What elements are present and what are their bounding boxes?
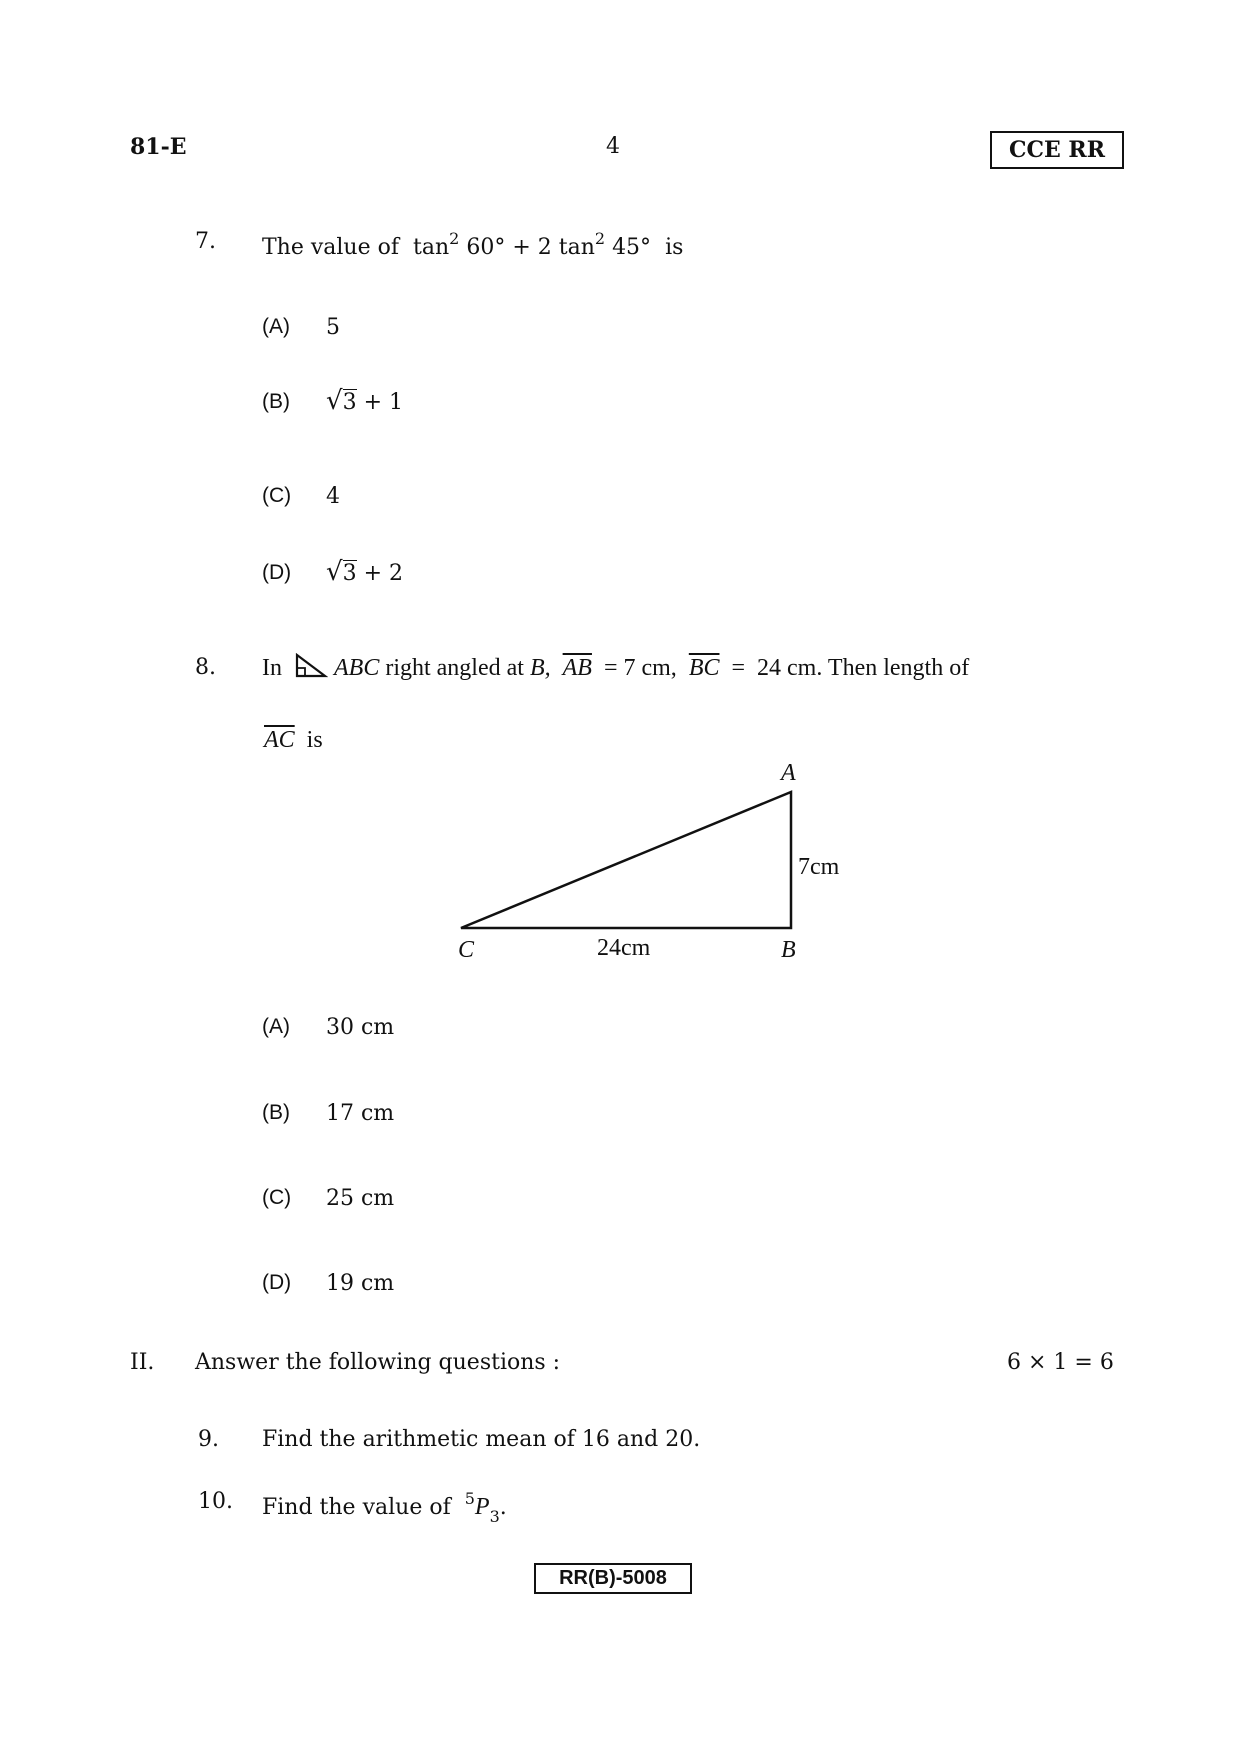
page-number: 4	[606, 134, 620, 159]
section-numeral: II.	[130, 1350, 155, 1375]
right-triangle-icon	[294, 653, 328, 679]
side-ab-label: 7cm	[798, 854, 840, 880]
section-heading: Answer the following questions :	[195, 1350, 561, 1375]
q7-text: The value of $\tan^2 60^\circ + 2$ $\tan^2 45^\circ$ is	[262, 229, 684, 260]
vertex-b-label: B	[781, 937, 796, 963]
q9-number: 9.	[198, 1427, 219, 1452]
q7-option-d-label: (D)	[262, 561, 292, 584]
q8-option-b-value: 17 cm	[326, 1101, 395, 1126]
sqrt-symbol: √	[326, 386, 343, 416]
sqrt-symbol: √	[326, 557, 343, 587]
q8-text-line2: $\overline{AC}$ is	[264, 727, 323, 753]
footer-code: RR(B)-5008	[534, 1563, 692, 1594]
q8-number: 8.	[195, 655, 216, 680]
q8-option-a-value: 30 cm	[326, 1015, 395, 1040]
side-bc-label: 24cm	[597, 935, 651, 961]
q9-text: Find the arithmetic mean of 16 and 20.	[262, 1427, 701, 1452]
vertex-a-label: A	[781, 760, 796, 786]
q8-option-b-label: (B)	[262, 1101, 290, 1124]
section-marks: 6 × 1 = 6	[1007, 1350, 1114, 1375]
q8-text: In ABC right angled at B, $\overline{AB} = 7$ cm, $\overline{BC} = 24$ cm. Then length of	[262, 655, 970, 681]
q7-option-a-value: 5	[326, 315, 340, 340]
q8-option-d-label: (D)	[262, 1271, 292, 1294]
q8-option-d-value: 19 cm	[326, 1271, 395, 1296]
q7-option-c-value: 4	[326, 484, 340, 509]
paper-code-right: CCE RR	[990, 131, 1124, 169]
triangle-shape	[461, 792, 791, 928]
q8-option-a-label: (A)	[262, 1015, 290, 1038]
vertex-c-label: C	[458, 937, 475, 963]
paper-code-left: 81-E	[130, 134, 187, 160]
q7-option-b-value: √3 + 1	[326, 386, 404, 416]
q8-option-c-value: 25 cm	[326, 1186, 395, 1211]
q7-option-b-label: (B)	[262, 390, 290, 413]
q8-option-c-label: (C)	[262, 1186, 292, 1209]
q7-option-d-value: √3 + 2	[326, 557, 404, 587]
q7-option-c-label: (C)	[262, 484, 292, 507]
q7-number: 7.	[195, 229, 216, 254]
q10-number: 10.	[198, 1489, 233, 1514]
q7-option-a-label: (A)	[262, 315, 290, 338]
triangle-figure	[430, 755, 870, 980]
q10-text: Find the value of $^5P_3$.	[262, 1489, 507, 1526]
